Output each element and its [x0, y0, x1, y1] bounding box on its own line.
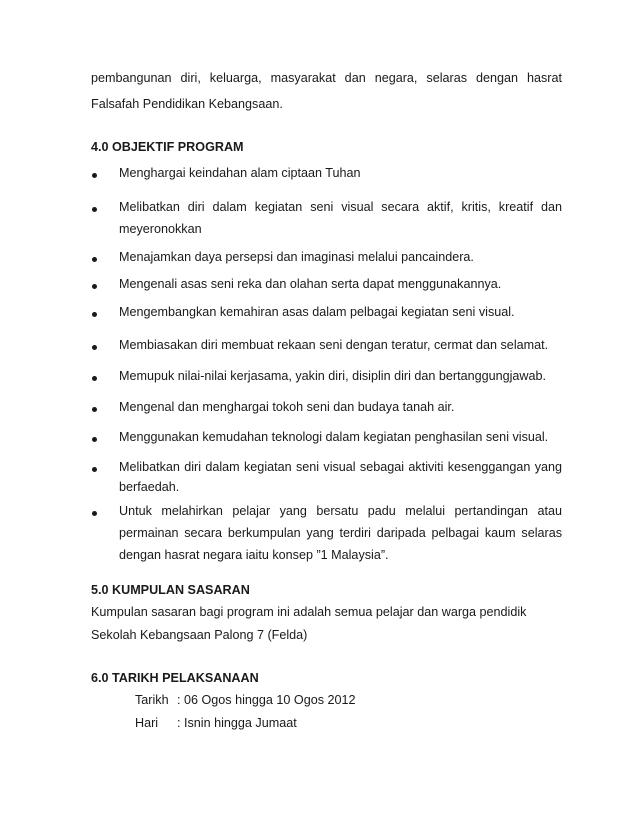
intro-line-2: Falsafah Pendidikan Kebangsaan.	[91, 97, 283, 111]
section-6-heading: 6.0 TARIKH PELAKSANAAN	[91, 671, 259, 685]
objective-10-line-2: berfaedah.	[119, 480, 180, 494]
objective-10-line-1: Melibatkan diri dalam kegiatan seni visual sebagai aktiviti kesenggangan yang	[119, 460, 562, 474]
schedule-label-tarikh: Tarikh	[135, 693, 169, 707]
bullet-icon	[92, 407, 97, 412]
bullet-icon	[92, 437, 97, 442]
schedule-label-hari: Hari	[135, 716, 159, 730]
section-4-heading: 4.0 OBJEKTIF PROGRAM	[91, 140, 244, 154]
bullet-icon	[92, 376, 97, 381]
section-5-line-1: Kumpulan sasaran bagi program ini adalah semua pelajar dan warga pendidik	[91, 605, 527, 619]
objective-7: Memupuk nilai-nilai kerjasama, yakin diri, disiplin diri dan bertanggungjawab.	[119, 369, 547, 383]
objective-5: Mengembangkan kemahiran asas dalam pelbagai kegiatan seni visual.	[119, 305, 515, 319]
bullet-icon	[92, 173, 97, 178]
objective-8: Mengenal dan menghargai tokoh seni dan budaya tanah air.	[119, 400, 455, 414]
objective-3: Menajamkan daya persepsi dan imaginasi melalui pancaindera.	[119, 250, 474, 264]
objective-9: Menggunakan kemudahan teknologi dalam kegiatan penghasilan seni visual.	[119, 430, 549, 444]
objective-4: Mengenali asas seni reka dan olahan serta dapat menggunakannya.	[119, 277, 502, 291]
objective-1: Menghargai keindahan alam ciptaan Tuhan	[119, 166, 361, 180]
bullet-icon	[92, 467, 97, 472]
intro-line-1: pembangunan diri, keluarga, masyarakat dan negara, selaras dengan hasrat	[91, 71, 562, 85]
schedule-value-tarikh: : 06 Ogos hingga 10 Ogos 2012	[177, 693, 356, 707]
objective-11-line-2: permainan secara berkumpulan yang terdiri daripada pelbagai kaum selaras	[119, 526, 562, 540]
schedule-value-hari: : Isnin hingga Jumaat	[177, 716, 297, 730]
bullet-icon	[92, 511, 97, 516]
bullet-icon	[92, 284, 97, 289]
bullet-icon	[92, 257, 97, 262]
objective-11-line-1: Untuk melahirkan pelajar yang bersatu padu melalui pertandingan atau	[119, 504, 562, 518]
bullet-icon	[92, 207, 97, 212]
section-5-heading: 5.0 KUMPULAN SASARAN	[91, 583, 250, 597]
objective-2-line-1: Melibatkan diri dalam kegiatan seni visual secara aktif, kritis, kreatif dan	[119, 200, 562, 214]
bullet-icon	[92, 312, 97, 317]
objective-6: Membiasakan diri membuat rekaan seni dengan teratur, cermat dan selamat.	[119, 338, 549, 352]
objective-11-line-3: dengan hasrat negara iaitu konsep ”1 Malaysia”.	[119, 548, 389, 562]
bullet-icon	[92, 345, 97, 350]
objective-2-line-2: meyeronokkan	[119, 222, 202, 236]
section-5-line-2: Sekolah Kebangsaan Palong 7 (Felda)	[91, 628, 308, 642]
